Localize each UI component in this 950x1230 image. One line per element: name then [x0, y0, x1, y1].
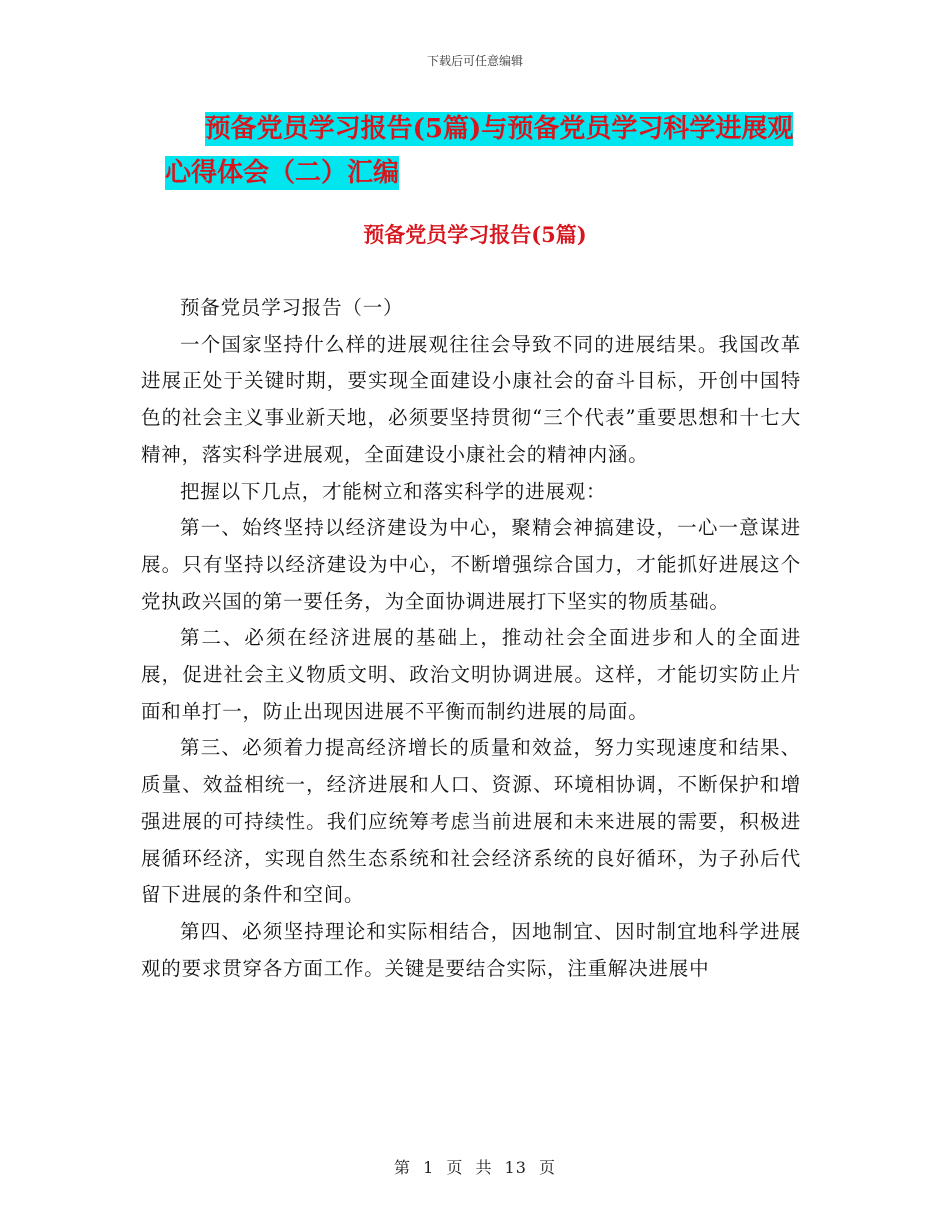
- paragraph: 一个国家坚持什么样的进展观往往会导致不同的进展结果。我国改革进展正处于关键时期，要实现全面建设小康社会的奋斗目标，开创中国特色的社会主义事业新天地，必须要坚持贯彻“三个代表”重要思想和十七大精神，落实科学进展观，全面建设小康社会的精神内涵。: [141, 332, 801, 466]
- paragraph: 第三、必须着力提高经济增长的质量和效益，努力实现速度和结果、质量、效益相统一，经济进展和人口、资源、环境相协调，不断保护和增强进展的可持续性。我们应统筹考虑当前进展和未来进展的需要，积极进展循环经济，实现自然生态系统和社会经济系统的良好循环，为子孙后代留下进展的条件和空间。: [141, 736, 801, 907]
- section-title: 预备党员学习报告(5篇): [363, 222, 587, 247]
- title-highlight-1: 预备党员学习报告(5篇)与预备党员学习科学进展观: [204, 114, 794, 144]
- document-title-line-1: [24, 112, 950, 146]
- paragraph: 第二、必须在经济进展的基础上，推动社会全面进步和人的全面进展，促进社会主义物质文明、政治文明协调进展。这样，才能切实防止片面和单打一，防止出现因进展不平衡而制约进展的局面。: [141, 626, 801, 723]
- body-text: [141, 290, 801, 987]
- paragraph: 把握以下几点，才能树立和落实科学的进展观：: [180, 479, 607, 503]
- header-note: 下载后可任意编辑: [426, 54, 523, 68]
- paragraph-subheading: 预备党员学习报告（一）: [180, 296, 404, 319]
- title-highlight-2: 心得体会（二）汇编: [164, 158, 399, 188]
- paragraph: 第一、始终坚持以经济建设为中心，聚精会神搞建设，一心一意谋进展。只有坚持以经济建设为中心，不断增强综合国力，才能抓好进展这个党执政兴国的第一要任务，为全面协调进展打下坚实的物质基础。: [141, 516, 801, 613]
- paragraph: 第四、必须坚持理论和实际相结合，因地制宜、因时制宜地科学进展观的要求贯穿各方面工作。关键是要结合实际，注重解决进展中: [141, 919, 801, 980]
- document-title-line-2: [0, 156, 757, 190]
- page-number-footer: 第 1 页 共 13 页: [394, 1158, 556, 1177]
